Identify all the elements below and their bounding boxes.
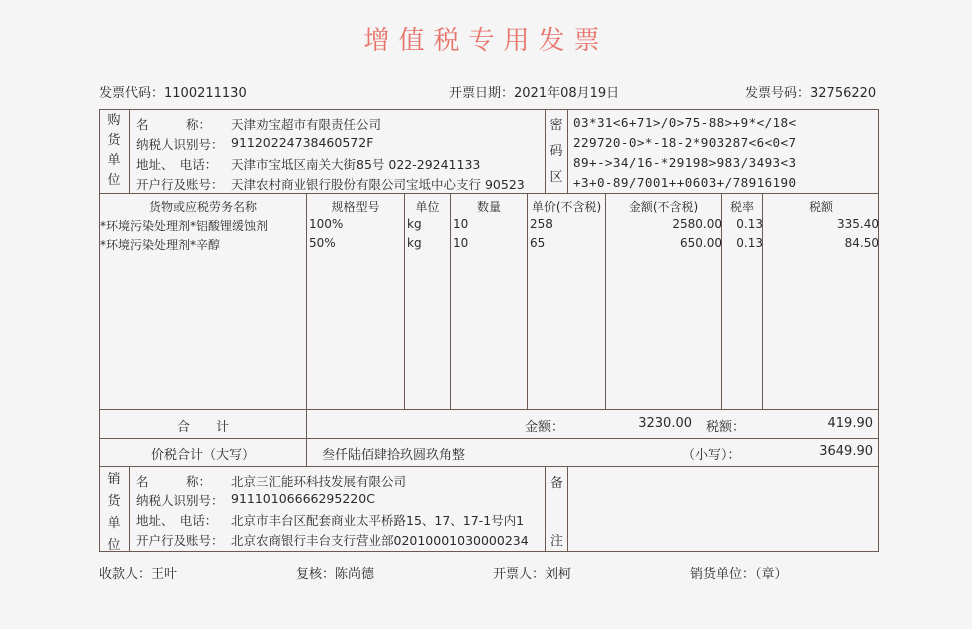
invoice-date-label: 开票日期： — [449, 86, 515, 101]
reviewer-label: 复核： — [296, 567, 336, 582]
header-item-name: 货物或应税劳务名称 — [148, 200, 257, 214]
divider-items-totals — [99, 409, 879, 410]
buyer-taxid: 91120224738460572F — [231, 135, 374, 150]
seller-taxid: 91110106666295220C — [231, 491, 375, 506]
item-tax: 84.50 — [844, 236, 879, 250]
item-spec: 100% — [309, 217, 344, 231]
invoice-number-value: 32756220 — [810, 86, 877, 101]
totals-tax-label: 税额： — [706, 420, 746, 435]
item-unit-price: 258 — [530, 217, 553, 231]
seller-bank-label: 开户行及账号： — [136, 533, 224, 548]
cipher-side-label — [541, 113, 571, 191]
header-unit-price: 单价(不含税) — [531, 200, 602, 214]
cipher-line: 229720-0>*-18-2*903287<6<0<7 — [573, 135, 797, 150]
header-unit: 单位 — [415, 200, 440, 214]
issuer-label: 开票人： — [493, 567, 546, 582]
seller-bank: 北京农商银行丰台支行营业部02010001030000234 — [231, 533, 529, 548]
buyer-bank-label: 开户行及账号： — [136, 177, 224, 192]
header-amount: 金额(不含税) — [628, 200, 699, 214]
buyer-side-divider — [129, 109, 130, 193]
item-name: *环境污染处理剂*辛醇 — [100, 238, 221, 252]
invoice-title: 增值税专用发票 — [363, 26, 609, 56]
invoice-code-value: 1100211130 — [164, 86, 247, 101]
payee-label: 收款人： — [99, 567, 152, 582]
footer-payee — [99, 563, 177, 582]
issuer-name: 刘柯 — [545, 567, 572, 582]
buyer-name-label: 名 称： — [136, 117, 212, 132]
seller-side-char: 单 — [107, 516, 121, 531]
seller-taxid-label: 纳税人识别号： — [136, 493, 224, 508]
item-unit-price: 65 — [530, 236, 546, 250]
remark-label-bottom: 注 — [549, 534, 563, 549]
buyer-side-char: 购 — [107, 113, 121, 128]
seller-name-label: 名 称： — [136, 474, 212, 489]
buyer-side-label — [99, 110, 129, 192]
buyer-side-char: 单 — [107, 153, 121, 168]
cipher-line: +3+0-89/7001++0603+/78916190 — [573, 175, 797, 190]
cipher-side-char: 密 — [549, 118, 563, 133]
totals-tax: 419.90 — [827, 416, 873, 431]
buyer-bank: 天津农村商业银行股份有限公司宝坻中心支行 90523 — [231, 177, 525, 192]
header-spec: 规格型号 — [331, 200, 380, 214]
buyer-side-char: 货 — [107, 133, 121, 148]
grand-total-words: 叁仟陆佰肆拾玖圆玖角整 — [322, 448, 466, 463]
buyer-taxid-label: 纳税人识别号： — [136, 137, 224, 152]
header-tax: 税额 — [808, 200, 833, 214]
col-divider-1 — [306, 193, 307, 409]
cipher-line: 03*31<6+71>/0>75-88>+9*</18< — [573, 115, 797, 130]
seller-side-char: 位 — [107, 538, 121, 553]
seller-side-label — [99, 469, 129, 557]
invoice-number-label: 发票号码： — [745, 86, 811, 101]
grand-total-small-label: （小写）： — [682, 448, 741, 463]
invoice-code — [99, 82, 247, 101]
item-unit: kg — [407, 217, 422, 231]
grand-total-label: 价税合计（大写） — [150, 448, 255, 463]
payee-name: 王叶 — [151, 567, 178, 582]
cipher-side-char: 码 — [549, 144, 563, 159]
cipher-line: 89+->34/16-*29198>983/3493<3 — [573, 155, 797, 170]
item-tax-rate: 0.13 — [736, 217, 763, 231]
item-name: *环境污染处理剂*铝酸锂缓蚀剂 — [100, 219, 269, 233]
invoice-code-label: 发票代码： — [99, 86, 165, 101]
seller-address-label: 地址、 电话： — [136, 513, 218, 528]
footer-reviewer — [296, 563, 374, 582]
item-unit: kg — [407, 236, 422, 250]
divider-totals-grand — [99, 438, 879, 439]
seller-side-divider — [129, 466, 130, 552]
footer-seller-seal: 销货单位：（章） — [690, 567, 788, 582]
seller-side-char: 销 — [107, 472, 121, 487]
item-quantity: 10 — [453, 236, 469, 250]
divider-grand-seller — [99, 466, 879, 467]
remark-label-top: 备 — [549, 476, 563, 491]
buyer-side-char: 位 — [107, 173, 121, 188]
col-divider-2 — [404, 193, 405, 409]
header-tax-rate: 税率 — [729, 200, 754, 214]
reviewer-name: 陈尚德 — [335, 567, 375, 582]
cipher-side-char: 区 — [549, 170, 563, 185]
item-amount: 2580.00 — [672, 217, 722, 231]
seller-name: 北京三汇能环科技发展有限公司 — [231, 474, 407, 489]
buyer-name: 天津劝宝超市有限责任公司 — [231, 117, 382, 132]
item-tax: 335.40 — [837, 217, 879, 231]
invoice-date-value: 2021年08月19日 — [514, 86, 620, 101]
totals-divider — [306, 409, 307, 466]
col-divider-4 — [527, 193, 528, 409]
col-divider-3 — [450, 193, 451, 409]
item-amount: 650.00 — [680, 236, 722, 250]
buyer-address: 天津市宝坻区南关大街85号 022-29241133 — [231, 157, 481, 172]
totals-amount-label: 金额： — [525, 420, 565, 435]
header-quantity: 数量 — [476, 200, 501, 214]
seller-address: 北京市丰台区配套商业太平桥路15、17、17-1号内1 — [231, 513, 525, 528]
totals-label: 合 计 — [176, 420, 229, 435]
footer-issuer — [493, 563, 571, 582]
grand-total-number: 3649.90 — [819, 444, 873, 459]
totals-amount: 3230.00 — [638, 416, 692, 431]
seller-side-char: 货 — [107, 494, 121, 509]
item-quantity: 10 — [453, 217, 469, 231]
buyer-address-label: 地址、 电话： — [136, 157, 218, 172]
item-tax-rate: 0.13 — [736, 236, 763, 250]
invoice-date — [449, 82, 619, 101]
item-spec: 50% — [309, 236, 336, 250]
invoice-number — [745, 82, 876, 101]
